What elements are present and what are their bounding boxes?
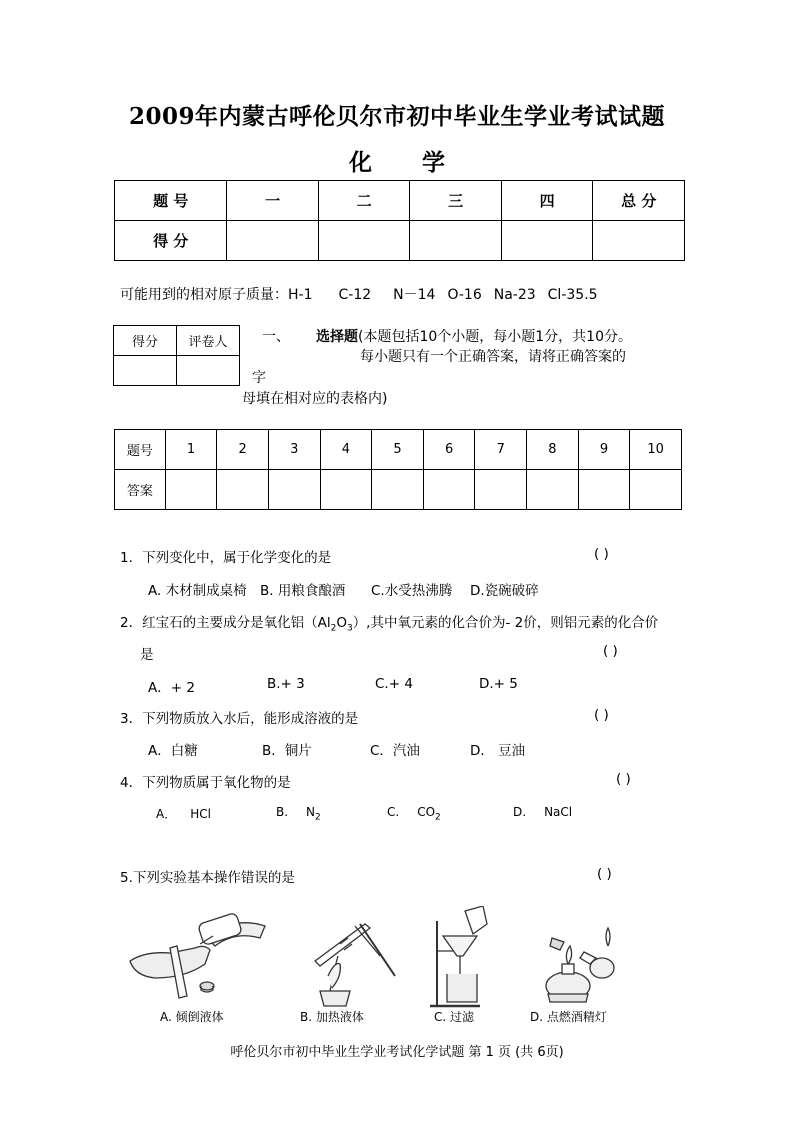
- q3-stem: 3．下列物质放入水后，能形成溶液的是: [120, 711, 359, 727]
- q1-answer-paren[interactable]: ( ): [594, 546, 609, 562]
- grader-score-label: 得分: [114, 326, 177, 356]
- q4-answer-paren[interactable]: ( ): [616, 771, 631, 787]
- grader-name-cell[interactable]: [177, 356, 240, 386]
- answer-num-5: 5: [372, 430, 424, 470]
- answer-num-3: 3: [268, 430, 320, 470]
- q1-option-b: B. 用粮食酿酒: [260, 583, 346, 599]
- answer-cell-3[interactable]: [268, 470, 320, 510]
- q4-option-c-label: C.: [387, 805, 400, 819]
- q1-option-d: D.瓷碗破碎: [470, 583, 539, 599]
- answer-cell-5[interactable]: [372, 470, 424, 510]
- score-header-total: 总 分: [593, 181, 685, 221]
- q5-stem: 5.下列实验基本操作错误的是: [120, 870, 295, 886]
- subject-char-2: 学: [422, 149, 445, 176]
- answer-num-6: 6: [423, 430, 475, 470]
- q4-option-d-value: NaCl: [544, 805, 573, 819]
- q4-option-c: [387, 805, 441, 822]
- answer-cell-1[interactable]: [165, 470, 217, 510]
- q4-stem: 4．下列物质属于氧化物的是: [120, 775, 291, 791]
- q2-stem-b: O: [336, 615, 347, 631]
- page-footer: 呼伦贝尔市初中毕业生学业考试化学试题 第 1 页 (共 6页): [230, 1045, 564, 1060]
- section-title: 选择题: [316, 329, 358, 345]
- q2-stem-a: 2．红宝石的主要成分是氧化铝（Al: [120, 615, 331, 631]
- heating-liquid-illustration: [315, 924, 395, 1006]
- q1-stem: 1．下列变化中，属于化学变化的是: [120, 550, 332, 566]
- q1-option-a: A. 木材制成桌椅: [148, 583, 247, 599]
- answer-num-10: 10: [630, 430, 682, 470]
- score-cell-4[interactable]: [501, 221, 593, 261]
- mass-n: N－14: [393, 287, 436, 303]
- q5-image-label-c: C. 过滤: [434, 1010, 475, 1024]
- filtering-illustration: [430, 906, 487, 1006]
- q2-answer-paren[interactable]: ( ): [603, 643, 618, 659]
- q4-option-b-label: B.: [276, 805, 289, 819]
- score-header-3: 三: [410, 181, 502, 221]
- q2-stem-cont: 是: [140, 647, 154, 663]
- q4-option-a-value: HCl: [190, 807, 211, 821]
- q2-stem-c: ）,其中氧元素的化合价为- 2价，则铝元素的化合价: [352, 615, 659, 631]
- section-number: 一、: [262, 329, 290, 345]
- section-desc-2: 每小题只有一个正确答案，请将正确答案的: [360, 349, 626, 365]
- answer-cell-7[interactable]: [475, 470, 527, 510]
- answer-header-label: 题号: [115, 430, 166, 470]
- score-header-1: 一: [227, 181, 319, 221]
- atomic-masses: [120, 284, 612, 304]
- score-cell-3[interactable]: [410, 221, 502, 261]
- answer-num-9: 9: [578, 430, 630, 470]
- q4-option-c-value: CO: [417, 805, 436, 819]
- mass-h: H-1: [288, 287, 313, 303]
- atomic-masses-intro: 可能用到的相对原子质量：: [120, 287, 288, 303]
- answer-cell-8[interactable]: [527, 470, 579, 510]
- q3-option-b: B．铜片: [262, 743, 312, 759]
- q3-option-d: D． 豆油: [470, 743, 526, 759]
- q4-option-c-sub: 2: [435, 812, 441, 823]
- exam-title: 2009年内蒙古呼伦贝尔市初中毕业生学业考试试题: [128, 103, 665, 130]
- answer-row-label: 答案: [115, 470, 166, 510]
- answer-cell-2[interactable]: [217, 470, 269, 510]
- pouring-liquid-illustration: [130, 912, 265, 998]
- subject-char-1: 化: [349, 149, 372, 176]
- q3-option-a: A．白糖: [148, 743, 198, 759]
- score-cell-2[interactable]: [318, 221, 410, 261]
- answer-num-1: 1: [165, 430, 217, 470]
- alcohol-lamp-illustration: [546, 928, 614, 1002]
- q3-answer-paren[interactable]: ( ): [594, 707, 609, 723]
- score-cell-1[interactable]: [227, 221, 319, 261]
- score-header-2: 二: [318, 181, 410, 221]
- grader-score-cell[interactable]: [114, 356, 177, 386]
- mass-c: C-12: [338, 287, 372, 303]
- answer-num-4: 4: [320, 430, 372, 470]
- q4-option-a: [156, 805, 211, 822]
- q2-option-b: B.+ 3: [267, 676, 305, 692]
- section-desc-3: 字: [252, 370, 266, 386]
- q2-sub-b: 3: [346, 623, 353, 634]
- score-row-label: 得 分: [115, 221, 227, 261]
- q4-option-d-label: D.: [513, 805, 527, 819]
- section-desc-1: (本题包括10个小题，每小题1分，共10分。: [358, 329, 632, 345]
- score-table: [114, 180, 685, 261]
- q5-image-label-d: D. 点燃酒精灯: [530, 1010, 607, 1024]
- q2-sub-a: 2: [330, 623, 337, 634]
- subject-title: [0, 144, 794, 177]
- mass-cl: Cl-35.5: [547, 287, 598, 303]
- q4-option-b: [276, 805, 321, 822]
- score-header-4: 四: [501, 181, 593, 221]
- grader-table: [113, 325, 240, 386]
- q1-option-c: C.水受热沸腾: [371, 583, 453, 599]
- mass-na: Na-23: [493, 287, 536, 303]
- section-heading: [262, 326, 632, 346]
- answer-cell-4[interactable]: [320, 470, 372, 510]
- section-desc-4: 母填在相对应的表格内): [242, 391, 388, 407]
- q2-option-d: D.+ 5: [479, 676, 518, 692]
- grader-name-label: 评卷人: [177, 326, 240, 356]
- q3-option-c: C．汽油: [370, 743, 420, 759]
- q4-option-b-sub: 2: [315, 812, 321, 823]
- answer-cell-6[interactable]: [423, 470, 475, 510]
- q2-option-a: A．+ 2: [148, 680, 195, 696]
- q4-option-d: [513, 805, 572, 819]
- q2-stem: [120, 611, 658, 634]
- answer-num-7: 7: [475, 430, 527, 470]
- q5-answer-paren[interactable]: ( ): [597, 866, 612, 882]
- q2-option-c: C.+ 4: [375, 676, 413, 692]
- answer-cell-10[interactable]: [630, 470, 682, 510]
- answer-num-2: 2: [217, 430, 269, 470]
- mass-o: O-16: [447, 287, 482, 303]
- answer-cell-9[interactable]: [578, 470, 630, 510]
- q5-image-label-a: A. 倾倒液体: [160, 1010, 224, 1024]
- score-header-label: 题 号: [115, 181, 227, 221]
- score-cell-total[interactable]: [593, 221, 685, 261]
- q5-image-label-b: B. 加热液体: [300, 1010, 364, 1024]
- answer-num-8: 8: [527, 430, 579, 470]
- q4-option-a-label: A．: [156, 807, 177, 821]
- q4-option-b-value: N: [306, 805, 316, 819]
- answer-table: [114, 429, 682, 510]
